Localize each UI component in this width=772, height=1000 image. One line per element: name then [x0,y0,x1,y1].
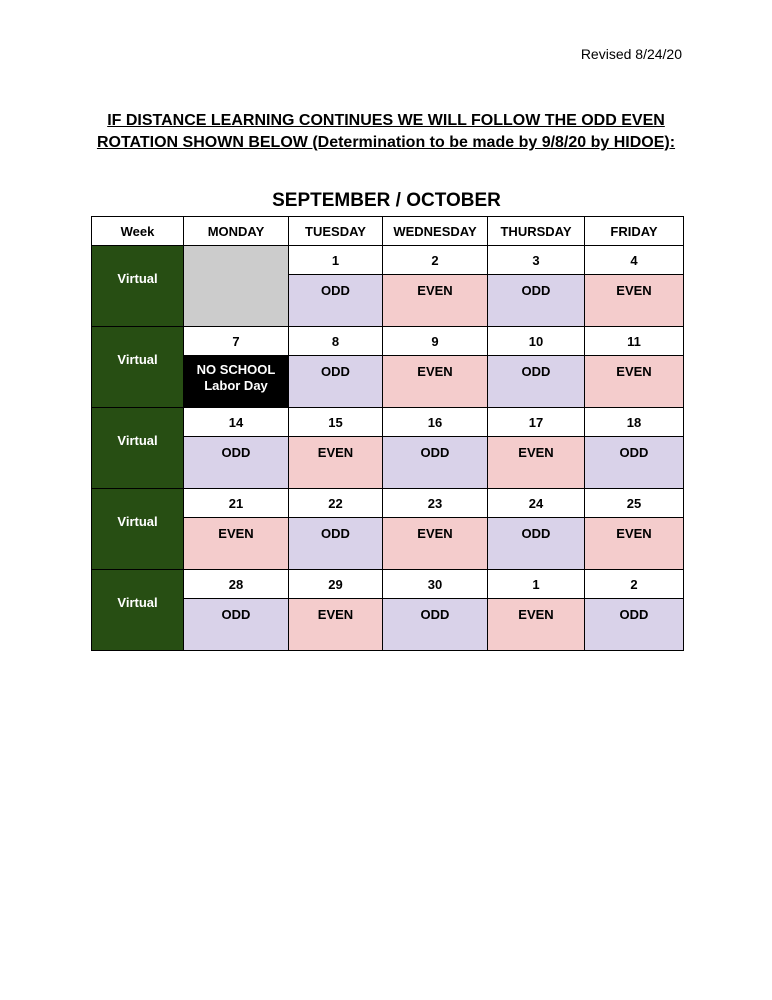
date-cell: 30 [383,570,488,599]
week-4-label: Virtual [92,489,184,570]
header-friday: FRIDAY [585,217,684,246]
date-cell: 22 [289,489,383,518]
date-cell: 7 [184,327,289,356]
week-1-monday-blank [184,246,289,327]
notice-line-1: IF DISTANCE LEARNING CONTINUES WE WILL FOLLOW THE ODD EVEN [107,112,665,129]
week-4-date-row [92,489,684,518]
holiday-label: Labor Day [204,378,268,393]
status-cell-even: EVEN [184,518,289,570]
status-cell-odd: ODD [585,599,684,651]
date-cell: 23 [383,489,488,518]
date-cell: 15 [289,408,383,437]
calendar-title: SEPTEMBER / OCTOBER [272,190,501,211]
date-cell: 14 [184,408,289,437]
header-tuesday: TUESDAY [289,217,383,246]
header-week: Week [92,217,184,246]
status-cell-odd: ODD [383,437,488,489]
header-wednesday: WEDNESDAY [383,217,488,246]
date-cell: 24 [488,489,585,518]
status-cell-odd: ODD [383,599,488,651]
header-monday: MONDAY [184,217,289,246]
date-cell: 17 [488,408,585,437]
no-school-label: NO SCHOOL [196,362,276,377]
week-2-date-row [92,327,684,356]
status-cell-odd: ODD [585,437,684,489]
week-2-label: Virtual [92,327,184,408]
date-cell: 1 [488,570,585,599]
week-5-label: Virtual [92,570,184,651]
date-cell: 4 [585,246,684,275]
week-5-date-row [92,570,684,599]
date-cell: 25 [585,489,684,518]
date-cell: 2 [585,570,684,599]
calendar-header-row [92,217,684,246]
status-cell-even: EVEN [289,437,383,489]
status-cell-odd: ODD [184,599,289,651]
status-cell-odd: ODD [488,275,585,327]
header-thursday: THURSDAY [488,217,585,246]
status-cell-even: EVEN [289,599,383,651]
status-cell-even: EVEN [585,518,684,570]
date-cell: 28 [184,570,289,599]
week-1-label: Virtual [92,246,184,327]
date-cell: 2 [383,246,488,275]
date-cell: 1 [289,246,383,275]
date-cell: 11 [585,327,684,356]
no-school-cell [184,356,289,408]
rotation-calendar [91,216,684,651]
status-cell-odd: ODD [289,518,383,570]
date-cell: 8 [289,327,383,356]
week-1-date-row [92,246,684,275]
date-cell: 21 [184,489,289,518]
status-cell-odd: ODD [289,275,383,327]
status-cell-even: EVEN [383,275,488,327]
status-cell-even: EVEN [383,356,488,408]
status-cell-odd: ODD [184,437,289,489]
date-cell: 29 [289,570,383,599]
week-3-label: Virtual [92,408,184,489]
rotation-notice [60,110,712,154]
status-cell-odd: ODD [289,356,383,408]
date-cell: 3 [488,246,585,275]
date-cell: 18 [585,408,684,437]
status-cell-odd: ODD [488,518,585,570]
status-cell-even: EVEN [488,437,585,489]
status-cell-odd: ODD [488,356,585,408]
revised-date: Revised 8/24/20 [580,46,682,62]
date-cell: 16 [383,408,488,437]
status-cell-even: EVEN [488,599,585,651]
status-cell-even: EVEN [383,518,488,570]
status-cell-even: EVEN [585,356,684,408]
week-3-date-row [92,408,684,437]
status-cell-even: EVEN [585,275,684,327]
date-cell: 10 [488,327,585,356]
date-cell: 9 [383,327,488,356]
notice-line-2: ROTATION SHOWN BELOW (Determination to be made by 9/8/20 by HIDOE): [96,134,676,151]
